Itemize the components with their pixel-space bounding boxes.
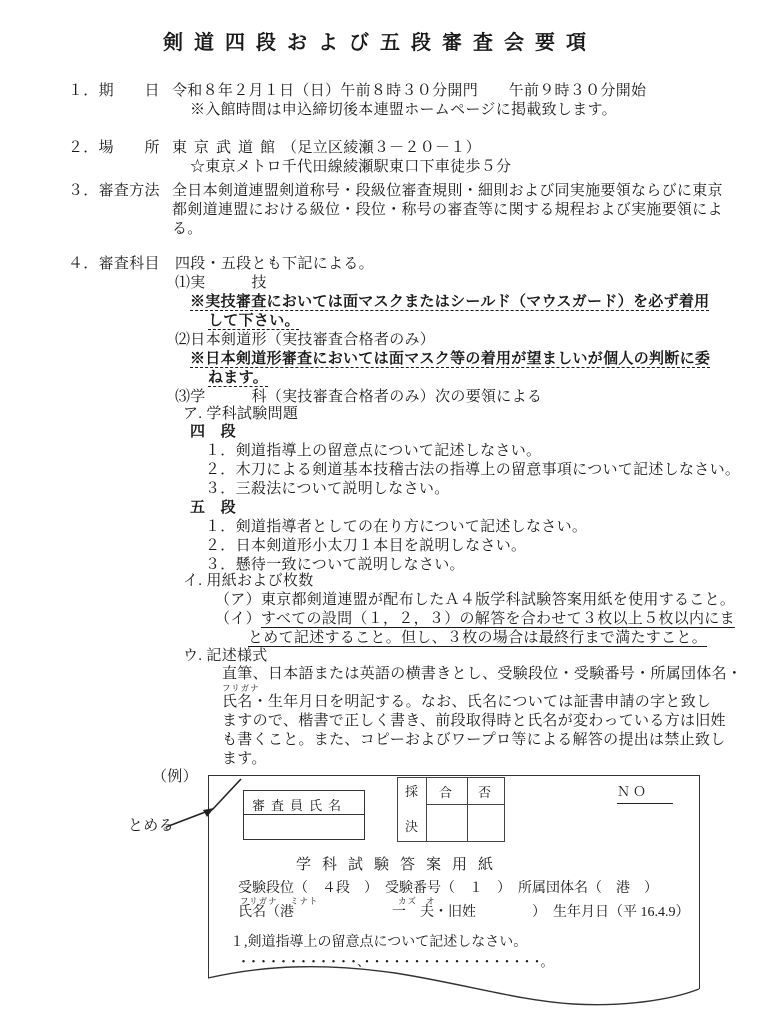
result-pass-label: 合: [439, 785, 453, 800]
doc-title: 剣道四段および五段審査会要項: [163, 32, 597, 54]
example-box-right-border: [699, 775, 700, 989]
furigana-ruby: フリガナ: [222, 683, 260, 693]
result-rowhead-top: 採: [405, 784, 419, 799]
venue-address: （足立区綾瀬３－２０－１）: [282, 140, 481, 156]
section2-venue-line: [172, 139, 481, 159]
paper-item-i-prefix: （イ）: [215, 611, 261, 627]
form-ruby-furigana: フリガナ: [240, 896, 278, 906]
section1-line2: ※入館時間は申込締切後本連盟ホームページに掲載致します。: [190, 102, 617, 118]
section1-line1: 令和８年２月１日（日）午前８時３０分開門 午前９時３０分開始: [172, 83, 647, 99]
section4-intro: 四段・五段とも下記による。: [175, 256, 374, 272]
form-dots: ・・・・・・・・・・・・、・・・・・・・・・・・・・・・・・・。: [237, 954, 551, 969]
style-line1: 直筆、日本語または英語の横書きとし、受験段位・受験番号・所属団体名・: [222, 666, 743, 682]
paper-item-i-line1: [215, 610, 735, 630]
yondan-heading: 四 段: [190, 424, 236, 440]
paper-item-i-line2: とめて記述すること。但し、３枚の場合は最終行まで満たすこと。: [248, 630, 708, 646]
venue-name: 東京武道館: [172, 140, 283, 156]
section1-label: １．期 日: [68, 83, 160, 99]
yondan-q2: ２．木刀による剣道基本技稽古法の指導上の留意事項について記述しなさい。: [205, 462, 741, 478]
no-label: ＮＯ: [617, 784, 673, 804]
examiner-name-box: [243, 790, 365, 840]
result-table-vline2: [467, 778, 468, 841]
wavy-tear-edge: [205, 960, 705, 1020]
form-ruby-minato: ミナト: [290, 896, 319, 906]
exam-item2: ⑵日本剣道形（実技審査合格者のみ）: [175, 332, 436, 348]
godan-q3: ３．懸待一致について説明しなさい。: [205, 557, 465, 573]
staple-arrow-icon: [120, 770, 260, 840]
exam-note1-line2: して下さい。: [208, 313, 300, 329]
section2-access: ☆東京メトロ千代田線綾瀬駅東口下車徒歩５分: [190, 159, 512, 175]
style-line3: ますので、楷書で正しく書き、前段取得時と氏名が変わっている方は旧姓: [222, 713, 726, 729]
examiner-box-divider: [244, 814, 364, 815]
godan-q2: ２．日本剣道形小太刀１本目を説明しなさい。: [205, 538, 527, 554]
result-rowhead-bottom: 決: [405, 819, 419, 834]
examiner-name-label: 審査員氏名: [252, 798, 348, 813]
exam-note2-line2: ねます。: [208, 370, 269, 386]
exam-note1-line1: ※実技審査においては面マスクまたはシールド（マウスガード）を必ず着用: [190, 294, 710, 310]
section4-label: ４．審査科目: [68, 256, 160, 272]
sub-a-heading: ア. 学科試験問題: [183, 406, 299, 422]
sub-u-heading: ウ. 記述様式: [183, 648, 268, 664]
section3-line2: 都剣道連盟における級位・段位・称号の審査等に関する規程および実施要領によ: [172, 202, 723, 218]
exam-note2-line1: ※日本剣道形審査においては面マスク等の着用が望ましいが個人の判断に委: [190, 351, 711, 367]
yondan-q3: ３．三殺法について説明しなさい。: [205, 481, 450, 497]
no-field: [617, 783, 673, 804]
paper-item-a: （ア）東京都剣道連盟が配布したＡ４版学科試験答案用紙を使用すること。: [215, 592, 736, 608]
form-ruby-kazu: カズ: [398, 896, 418, 906]
result-table-hline: [426, 804, 504, 805]
section3-line1: 全日本剣道連盟剣道称号・段級位審査規則・細則および同実施要領ならびに東京: [172, 183, 723, 199]
style-line2: 氏名・生年月日を明記する。なお、氏名については証書申請の字と致し: [222, 694, 712, 710]
form-ruby-o: オ: [426, 896, 436, 906]
example-label: （例）: [152, 769, 198, 785]
section2-label: ２．場 所: [68, 140, 160, 156]
result-table: [397, 777, 505, 842]
section3-line3: る。: [172, 221, 203, 237]
style-line4: も書くこと。また、コピーおよびワープロ等による解答の提出は禁止致し: [222, 732, 726, 748]
form-line1: 受験段位（ ４段 ） 受験番号（ １ ） 所属団体名（ 港 ）: [238, 881, 658, 896]
form-title: 学科試験答案用紙: [296, 857, 505, 873]
paper-item-i-text: すべての設問（１，２，３）の解答を合わせて３枚以上５枚以内にま: [260, 611, 735, 627]
yondan-q1: １．剣道指導上の留意点について記述しなさい。: [205, 443, 542, 459]
form-line2: 氏名（港 一 夫・旧姓 ） 生年月日（平 16.4.9）: [238, 905, 690, 920]
section3-label: ３．審査方法: [68, 183, 160, 199]
sub-i-heading: イ. 用紙および枚数: [183, 573, 314, 589]
staple-note: とめる: [128, 818, 174, 834]
style-line5: ます。: [222, 751, 267, 767]
godan-heading: 五 段: [190, 500, 236, 516]
form-question: １,剣道指導上の留意点について記述しなさい。: [230, 935, 528, 950]
result-fail-label: 否: [478, 785, 492, 800]
godan-q1: １．剣道指導者としての在り方について記述しなさい。: [205, 519, 588, 535]
exam-item3: ⑶学 科（実技審査合格者のみ）次の要領による: [175, 389, 543, 405]
result-table-vline1: [426, 778, 427, 841]
exam-item1: ⑴実 技: [175, 275, 267, 291]
